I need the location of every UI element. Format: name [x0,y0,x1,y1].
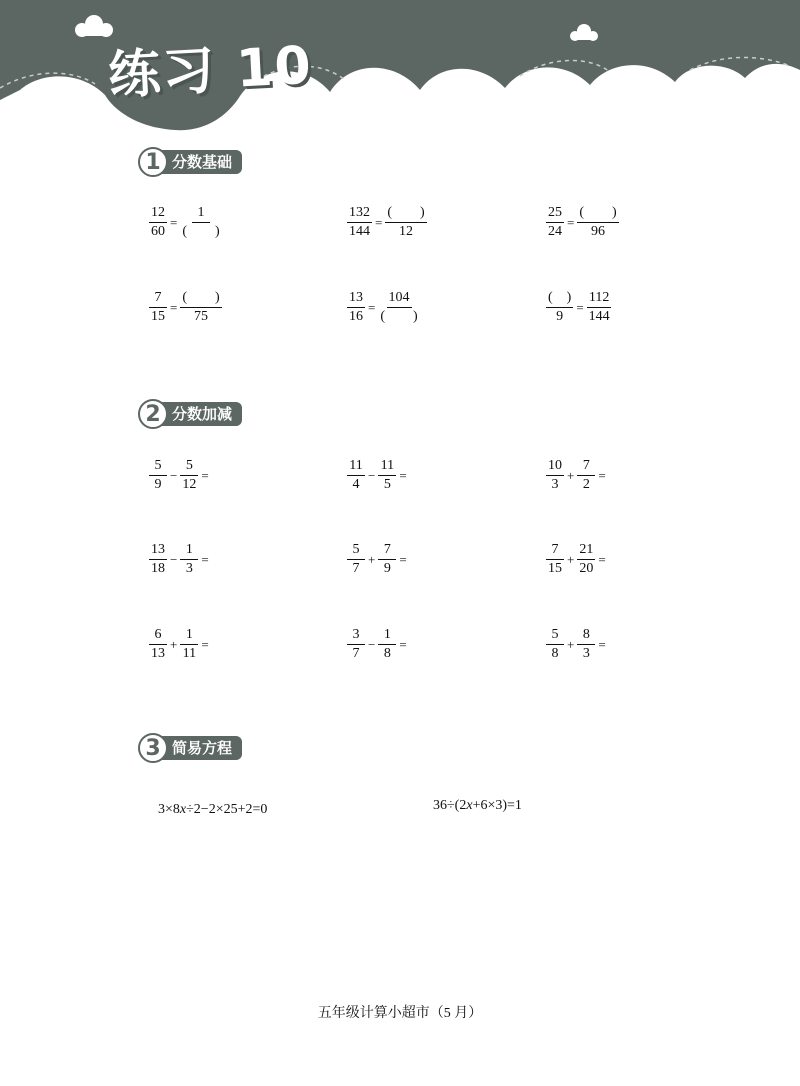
numerator: 7 [378,541,396,560]
operator: + [368,551,376,567]
numerator: 1 [378,626,396,645]
numerator: 12 [149,204,167,223]
numerator: 7 [546,541,564,560]
denominator: 4 [352,477,360,492]
fraction [180,204,221,241]
numerator: 25 [546,204,564,223]
section-title: 简易方程 [154,736,242,760]
numerator: 13 [149,541,167,560]
fraction [577,541,595,578]
denominator: 75 [194,309,208,324]
numerator: 5 [180,457,198,476]
equals-sign: = [201,636,209,652]
numerator: 5 [149,457,167,476]
fraction [378,541,396,578]
fraction [378,457,396,494]
numerator: 1 [180,626,198,645]
fraction [546,626,564,663]
numerator: 1 [180,541,198,560]
denominator: 5 [383,477,391,492]
numerator: 8 [577,626,595,645]
section-title: 分数基础 [154,150,242,174]
operator: = [567,214,575,230]
numerator: 3 [347,626,365,645]
fraction-fill-problem [148,204,223,241]
numerator: ( ) [385,204,426,223]
operator: = [576,299,584,315]
page-title: 练习 10 [106,35,315,107]
numerator: 5 [546,626,564,645]
denominator: 7 [352,561,360,576]
fraction [149,289,167,326]
operator: − [170,467,178,483]
numerator: 7 [149,289,167,308]
numerator: 112 [587,289,611,308]
fraction [180,626,198,663]
denominator: 12 [399,224,413,239]
section-number: 3 [138,733,168,763]
operator: − [170,551,178,567]
equals-sign: = [201,551,209,567]
denominator: 3 [582,646,590,661]
fraction [587,289,612,326]
denominator: 7 [352,646,360,661]
numerator: 132 [347,204,372,223]
denominator: 20 [579,561,594,576]
operator: + [567,636,575,652]
fraction-arith-problem [346,457,409,494]
fraction [149,541,167,578]
fraction [180,289,221,326]
numerator: ( ) [546,289,573,308]
numerator: 21 [577,541,595,560]
equals-sign: = [399,636,407,652]
operator: − [368,636,376,652]
denominator: 8 [551,646,559,661]
operator: = [375,214,383,230]
numerator: 11 [347,457,365,476]
denominator: 8 [383,646,391,661]
denominator: ( ) [380,309,418,324]
denominator: 60 [151,224,165,239]
operator: + [567,551,575,567]
denominator: 144 [588,309,610,324]
fraction [378,626,396,663]
operator: + [567,467,575,483]
denominator: 13 [151,646,165,661]
operator: = [170,214,178,230]
fraction [347,204,372,241]
numerator: 5 [347,541,365,560]
denominator: 12 [182,477,197,492]
section-header-2 [138,399,242,429]
numerator: ( ) [577,204,618,223]
equals-sign: = [399,551,407,567]
fraction-fill-problem [148,289,223,326]
fraction [546,541,564,578]
equals-sign: = [598,467,606,483]
fraction-arith-problem [346,541,409,578]
denominator: 16 [349,309,363,324]
equation-2: 36÷(2x+6×3)=1 [433,798,522,813]
operator: − [368,467,376,483]
denominator: 9 [556,309,564,324]
denominator: 15 [151,309,165,324]
denominator: 15 [548,561,562,576]
section-number: 2 [138,399,168,429]
denominator: 2 [582,477,590,492]
denominator: 3 [185,561,193,576]
denominator: 3 [551,477,559,492]
fraction [546,204,564,241]
section-number: 1 [138,147,168,177]
fraction [347,289,365,326]
denominator: 9 [154,477,162,492]
fraction [385,204,426,241]
fraction [378,289,419,326]
equals-sign: = [598,551,606,567]
fraction-arith-problem [148,457,211,494]
fraction [347,541,365,578]
fraction-fill-problem [346,204,428,241]
denominator: 144 [349,224,370,239]
section-header-1 [138,147,242,177]
denominator: ( ) [182,224,220,239]
numerator: ( ) [180,289,221,308]
fraction [149,204,167,241]
operator: = [170,299,178,315]
numerator: 11 [378,457,396,476]
fraction-arith-problem [545,626,608,663]
fraction-arith-problem [346,626,409,663]
numerator: 7 [577,457,595,476]
equals-sign: = [399,467,407,483]
numerator: 10 [546,457,564,476]
page-footer: 五年级计算小超市（5 月） [317,1006,483,1021]
denominator: 18 [151,561,165,576]
section-header-3 [138,733,242,763]
fraction-arith-problem [545,457,608,494]
fraction [347,626,365,663]
fraction [180,541,198,578]
numerator: 6 [149,626,167,645]
numerator: 104 [387,289,412,308]
section-title: 分数加减 [154,402,242,426]
fraction [577,626,595,663]
fraction [577,204,618,241]
denominator: 11 [182,646,197,661]
denominator: 24 [548,224,562,239]
equals-sign: = [201,467,209,483]
fraction [180,457,198,494]
fraction-arith-problem [545,541,608,578]
fraction-fill-problem [545,204,620,241]
numerator: 1 [192,204,210,223]
fraction [149,457,167,494]
operator: + [170,636,178,652]
fraction-fill-problem [346,289,421,326]
equation-1: 3×8x÷2−2×25+2=0 [158,802,268,817]
fraction-arith-problem [148,626,211,663]
fraction-arith-problem [148,541,211,578]
denominator: 96 [591,224,605,239]
fraction-fill-problem [545,289,613,326]
fraction [577,457,595,494]
fraction [546,457,564,494]
fraction [546,289,573,326]
numerator: 13 [347,289,365,308]
operator: = [368,299,376,315]
equals-sign: = [598,636,606,652]
fraction [347,457,365,494]
fraction [149,626,167,663]
denominator: 9 [383,561,391,576]
